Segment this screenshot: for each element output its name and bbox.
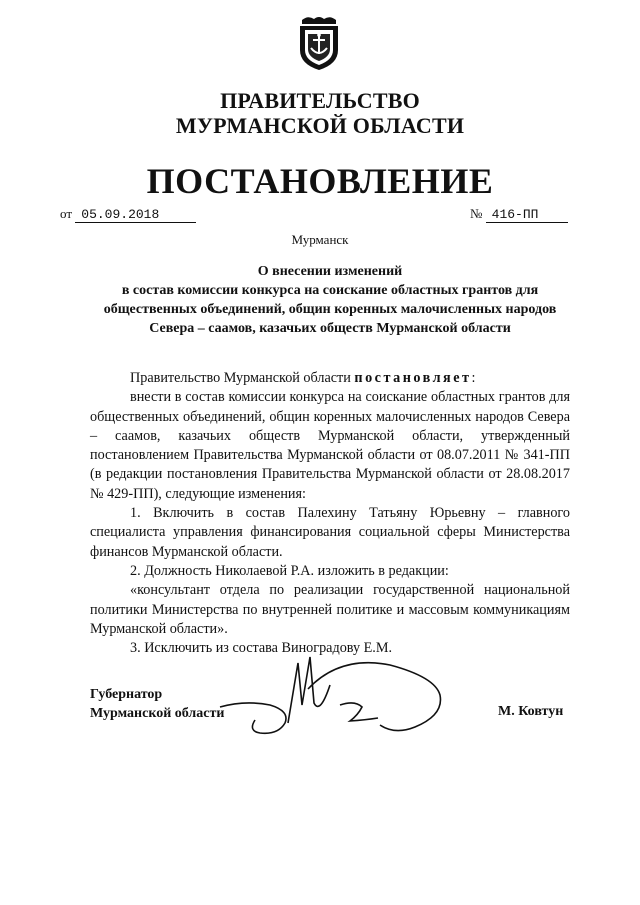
document-number: [470, 206, 568, 223]
document-type: ПОСТАНОВЛЕНИЕ: [146, 161, 494, 201]
intro-decree-word: постановляет: [354, 370, 472, 386]
body-paragraph: 1. Включить в состав Палехину Татьяну Юрьевну – главного специалиста управления финансирования социальной сферы Министерства финансов Мурманской области.: [90, 505, 570, 560]
body-paragraph: 3. Исключить из состава Виноградову Е.М.: [130, 640, 393, 657]
document-subject: [90, 262, 570, 338]
date-label: от: [60, 206, 73, 221]
subject-line: О внесении изменений: [257, 264, 403, 279]
position-line2: Мурманской области: [90, 706, 225, 721]
subject-line: общественных объединений, общин коренных малочисленных народов: [103, 302, 557, 317]
murmansk-coat-of-arms-icon: [294, 14, 344, 72]
number-value: 416-ПП: [486, 207, 568, 223]
number-label: №: [470, 206, 483, 221]
body-paragraph: «консультант отдела по реализации государственной национальной политики Министерства по внутренней политике и массовым коммуникациям Мурманской области».: [90, 582, 570, 637]
intro-prefix: Правительство Мурманской области: [130, 370, 355, 386]
intro-suffix: :: [471, 370, 476, 386]
intro-paragraph: [90, 369, 570, 388]
position-line1: Губернатор: [90, 687, 163, 702]
date-value: 05.09.2018: [75, 207, 196, 223]
document-date: [60, 206, 196, 223]
org-title-line2: МУРМАНСКОЙ ОБЛАСТИ: [175, 113, 465, 138]
signatory-name: М. Ковтун: [498, 704, 564, 719]
body-paragraph: внести в состав комиссии конкурса на соискание областных грантов для общественных объединений, общин коренных малочисленных народов Севера – саамов, казачьих обществ Мурманской области, утвержденный постановлением Правительства Мурманской области от 08.07.2011 № 341-ПП (в редакции постановления Правительства Мурманской области от 28.08.2017 № 429-ПП), следующие изменения:: [90, 389, 570, 502]
document-body: [90, 369, 570, 658]
org-title-line1: ПРАВИТЕЛЬСТВО: [220, 88, 420, 113]
city: Мурманск: [291, 232, 349, 247]
subject-line: в состав комиссии конкурса на соискание областных грантов для: [121, 283, 539, 298]
handwritten-signature: [190, 645, 480, 745]
body-paragraph: 2. Должность Николаевой Р.А. изложить в редакции:: [130, 562, 449, 579]
subject-line: Севера – саамов, казачьих обществ Мурманской области: [149, 321, 511, 336]
